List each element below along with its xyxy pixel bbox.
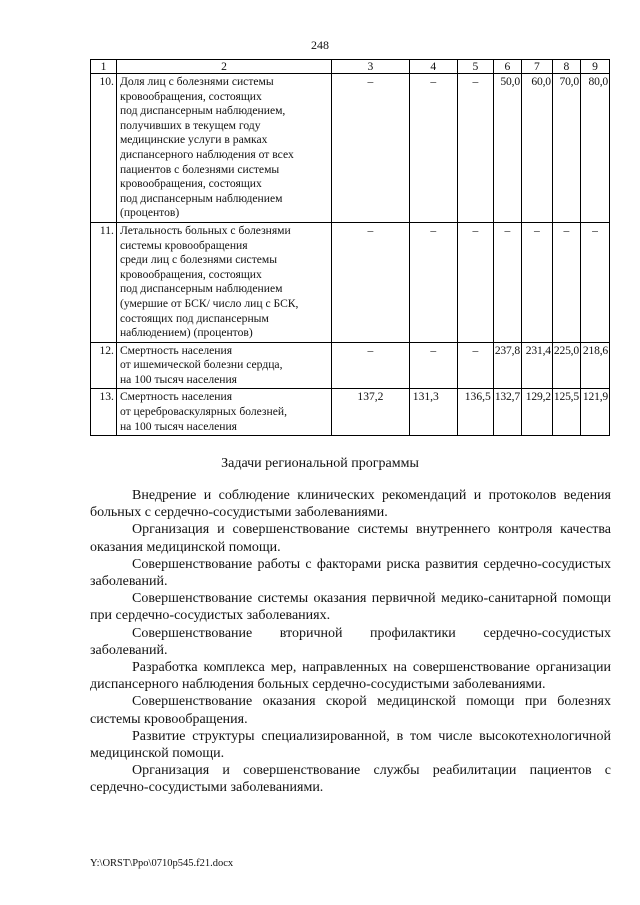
file-path-footer: Y:\ORST\Ppo\0710p545.f21.docx [90,858,234,869]
value-cell: – [552,222,580,342]
task-paragraph: Развитие структуры специализированной, в том числе высокотехнологичной медицинской помощи. [90,728,611,762]
table-row [91,74,610,223]
value-cell: 50,0 [493,74,521,223]
task-paragraph: Разработка комплекса мер, направленных на совершенствование организации диспансерного наблюдения больных сердечно-сосудистыми заболеваниями. [90,660,611,693]
column-header: 2 [116,60,331,74]
task-paragraph: Организация и совершенствование службы реабилитации пациентов с сердечно-сосудистыми заболеваниями. [90,763,611,796]
value-cell: – [493,222,521,342]
value-cell: 129,2 [521,389,552,436]
table-header-row [91,60,610,74]
row-index: 10. [91,74,117,223]
column-header: 3 [332,60,410,74]
page-number: 248 [311,38,329,52]
indicator-name: Смертность населения от ишемической болезни сердца, на 100 тысяч населения [116,342,331,389]
task-paragraph: Совершенствование работы с факторами риска развития сердечно-сосудистых заболеваний. [90,556,611,590]
value-cell: – [332,222,410,342]
value-cell: 131,3 [409,389,457,436]
value-cell: 231,4 [521,342,552,389]
column-header: 4 [409,60,457,74]
table-row [91,222,610,342]
value-cell: 218,6 [580,342,609,389]
value-cell: – [409,342,457,389]
task-paragraph: Организация и совершенствование системы внутреннего контроля качества оказания медицинской помощи. [90,522,611,555]
value-cell: – [521,222,552,342]
value-cell: – [457,222,493,342]
tasks-list [90,487,611,797]
column-header: 6 [493,60,521,74]
value-cell: 137,2 [332,389,410,436]
indicator-name: Летальность больных с болезнями системы кровообращения среди лиц с болезнями системы кровообращения, состоящих под диспансерным наблюдением (умершие от БСК/ число лиц с БСК, состоящих под диспансерным наблюдением) (процентов) [116,222,331,342]
value-cell: 125,5 [552,389,580,436]
indicator-name: Смертность населения от цереброваскулярных болезней, на 100 тысяч населения [116,389,331,436]
task-paragraph: Совершенствование оказания скорой медицинской помощи при болезнях системы кровообращения. [90,694,611,727]
task-paragraph: Совершенствование вторичной профилактики сердечно-сосудистых заболеваний. [90,625,611,658]
value-cell: 132,7 [493,389,521,436]
row-index: 13. [91,389,117,436]
section-heading: Задачи региональной программы [221,456,419,471]
column-header: 8 [552,60,580,74]
value-cell: – [332,342,410,389]
row-index: 12. [91,342,117,389]
value-cell: 60,0 [521,74,552,223]
value-cell: – [457,74,493,223]
table-row [91,389,610,436]
value-cell: – [332,74,410,223]
indicator-name: Доля лиц с болезнями системы кровообращения, состоящих под диспансерным наблюдением, получивших в текущем году медицинские услуги в рамках диспансерного наблюдения от всех пациентов с болезнями системы кровообращения, состоящих под диспансерным наблюдением (процентов) [116,74,331,223]
value-cell: 136,5 [457,389,493,436]
table-row [91,342,610,389]
value-cell: – [409,222,457,342]
value-cell: – [409,74,457,223]
row-index: 11. [91,222,117,342]
column-header: 5 [457,60,493,74]
value-cell: – [580,222,609,342]
task-paragraph: Внедрение и соблюдение клинических рекомендаций и протоколов ведения больных с сердечно-сосудистыми заболеваниями. [90,488,611,521]
column-header: 9 [580,60,609,74]
column-header: 7 [521,60,552,74]
value-cell: 70,0 [552,74,580,223]
task-paragraph: Совершенствование системы оказания первичной медико-санитарной помощи при сердечно-сосудистых заболеваниях. [90,591,611,624]
value-cell: – [457,342,493,389]
value-cell: 237,8 [493,342,521,389]
indicators-table [90,59,610,436]
value-cell: 80,0 [580,74,609,223]
value-cell: 121,9 [580,389,609,436]
column-header: 1 [91,60,117,74]
value-cell: 225,0 [552,342,580,389]
